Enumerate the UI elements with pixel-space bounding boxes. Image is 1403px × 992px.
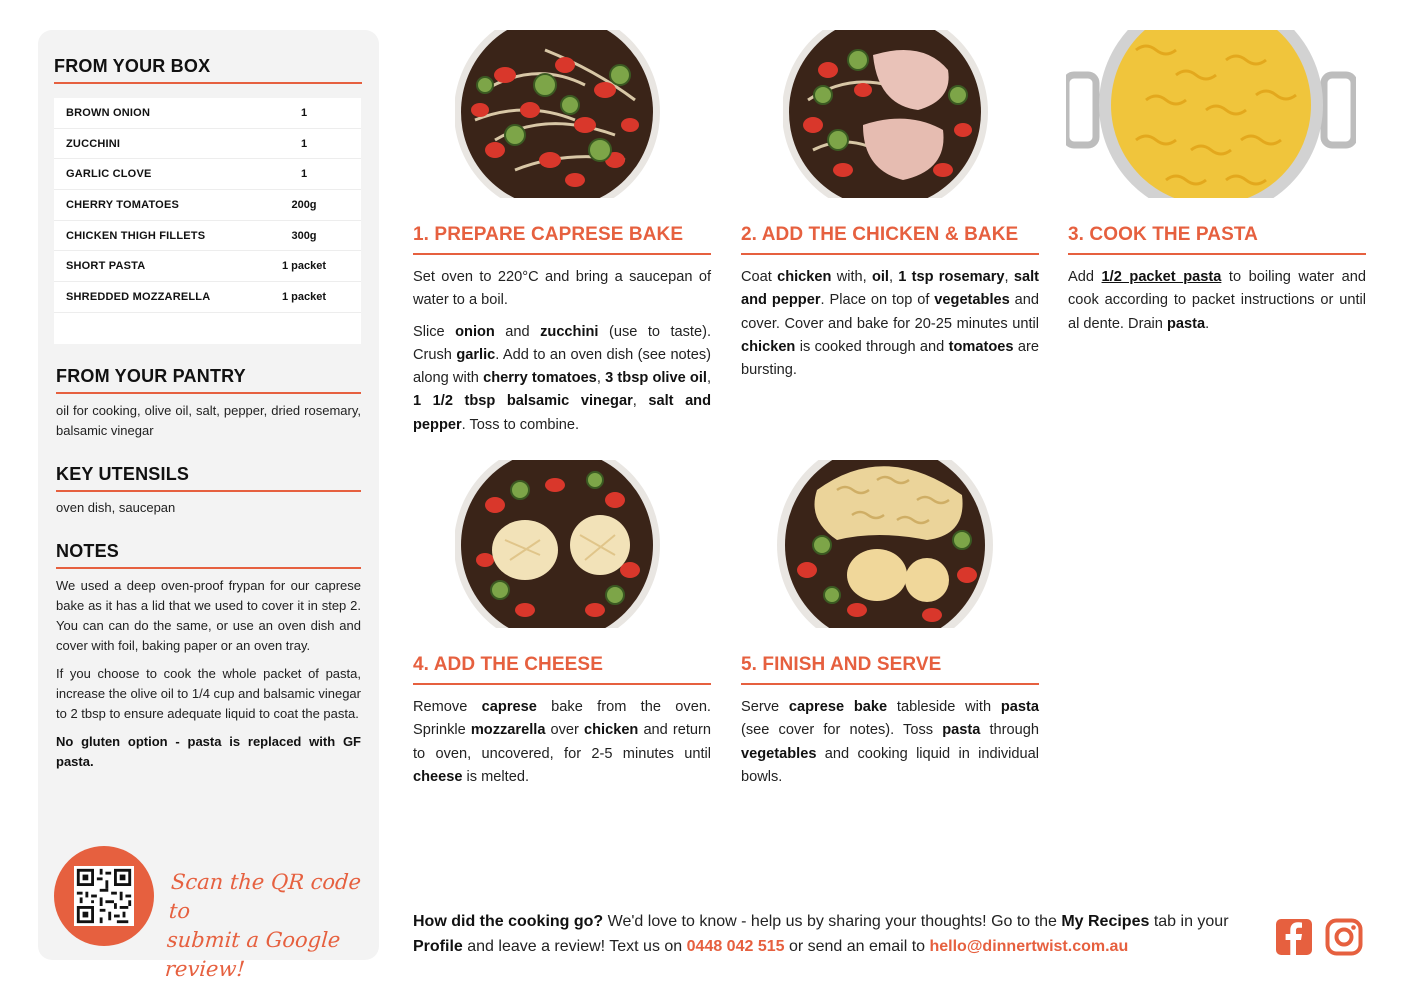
step-text-run: and cooking liquid in individual bowls. (741, 745, 1039, 785)
highlighted-ingredient: caprese bake (788, 699, 888, 715)
notes-title: NOTES (56, 541, 120, 561)
step-text-run: through (980, 722, 1039, 739)
step-paragraph (741, 266, 1039, 382)
footer-text: and leave a review! Text us on (462, 938, 687, 955)
step-text-run: is cooked through and (795, 338, 949, 355)
step-5-photo (777, 460, 994, 628)
step-2-photo (783, 30, 988, 198)
step-4-title: 4. ADD THE CHEESE (413, 654, 603, 675)
highlighted-ingredient: chicken (584, 722, 639, 739)
step-text-run: Coat (741, 269, 778, 285)
highlighted-ingredient: vegetables (741, 745, 817, 762)
ingredient-row (54, 98, 361, 129)
notes-paragraph: We used a deep oven-proof frypan for our caprese bake as it has a lid that we used to cover it in step 2. You can can do the same, or use an oven dish and cover with foil, baking paper or an oven tray. (56, 578, 361, 653)
step-text-run: Serve (741, 699, 789, 715)
step-text-run: , (706, 370, 711, 387)
step-5-title: 5. FINISH AND SERVE (741, 654, 942, 675)
step-divider (413, 683, 711, 685)
instagram-icon[interactable] (1325, 918, 1363, 956)
step-text-run: and cover. Cover and bake for 20-25 minutes until (741, 292, 1040, 332)
ingredient-name: CHERRY TOMATOES (66, 198, 180, 211)
highlighted-ingredient: pasta (942, 722, 981, 739)
highlighted-ingredient: cherry tomatoes (483, 370, 597, 387)
step-text-run: and return to oven, uncovered, for 2-5 minutes until (413, 722, 711, 762)
qr-prompt-line: Scan the QR code to (168, 870, 362, 923)
ingredient-qty: 300g (291, 229, 317, 242)
highlighted-ingredient: mozzarella (470, 722, 546, 739)
highlighted-ingredient: chicken (777, 269, 832, 285)
highlighted-ingredient: zucchini (540, 323, 599, 340)
title-divider (56, 490, 361, 492)
highlighted-ingredient: pasta (1166, 315, 1206, 332)
utensils-title: KEY UTENSILS (56, 464, 190, 484)
ingredient-qty: 1 packet (281, 290, 327, 303)
footer-question: How did the cooking go? (413, 913, 604, 930)
step-divider (1068, 253, 1366, 255)
my-recipes-label: My Recipes (1061, 913, 1150, 930)
step-text-run: Slice (413, 323, 456, 340)
highlighted-ingredient: vegetables (934, 292, 1010, 309)
notes-paragraph: If you choose to cook the whole packet of pasta, increase the olive oil to 1/4 cup and balsamic vinegar to 2 tbsp to ensure adequate liquid to coat the pasta. (56, 666, 361, 721)
qr-prompt-line: submit a Google review! (164, 928, 342, 981)
review-footer (413, 909, 1263, 959)
notes-text (56, 576, 361, 780)
title-divider (56, 567, 361, 569)
ingredient-row (54, 282, 361, 313)
step-text-run: (use to taste). Crush (413, 323, 712, 363)
step-text-run: are bursting. (741, 338, 1039, 379)
step-2-text (741, 266, 1039, 390)
pantry-title: FROM YOUR PANTRY (56, 366, 246, 386)
ingredient-qty: 200g (291, 198, 317, 211)
highlighted-ingredient: salt and pepper (413, 393, 712, 433)
step-text-run: Add (1068, 269, 1102, 285)
step-text-run: over (545, 722, 584, 739)
step-5-text (741, 696, 1039, 797)
highlighted-ingredient: cheese (413, 768, 463, 785)
highlighted-ingredient: 1 tsp rosemary (898, 269, 1005, 285)
highlighted-ingredient: tomatoes (948, 338, 1014, 355)
step-paragraph (1068, 266, 1366, 336)
step-3-photo (1066, 30, 1356, 198)
ingredient-name: SHORT PASTA (66, 260, 146, 273)
title-divider (56, 392, 361, 394)
ingredient-qty: 1 (300, 137, 308, 150)
step-text-run: with, (831, 269, 872, 285)
step-paragraph (741, 696, 1039, 789)
step-paragraph (413, 696, 711, 789)
ingredient-row (54, 251, 361, 282)
step-paragraph (413, 321, 711, 437)
step-divider (741, 253, 1039, 255)
step-text-run: is melted. (462, 768, 530, 785)
ingredient-name: CHICKEN THIGH FILLETS (66, 229, 206, 242)
ingredient-row (54, 159, 361, 190)
phone-link[interactable]: 0448 042 515 (686, 938, 785, 955)
highlighted-ingredient: garlic (456, 346, 496, 363)
title-divider (54, 82, 362, 84)
step-divider (741, 683, 1039, 685)
step-text-run: , (632, 393, 649, 410)
step-text-run: . (1205, 315, 1210, 332)
highlighted-ingredient: salt and pepper (741, 269, 1039, 309)
footer-text: We'd love to know - help us by sharing your thoughts! Go to the (603, 913, 1062, 930)
qr-review-prompt (164, 868, 372, 984)
step-text-run: , (596, 370, 606, 387)
step-text-run: tableside with (887, 699, 1001, 715)
highlighted-ingredient: 3 tbsp olive oil (605, 370, 707, 387)
ingredients-table (54, 98, 361, 344)
ingredient-name: SHREDDED MOZZARELLA (66, 290, 211, 303)
from-your-box-title: FROM YOUR BOX (54, 56, 211, 76)
ingredient-row (54, 129, 361, 160)
step-text-run: bake from the oven. Sprinkle (413, 699, 711, 739)
utensils-text: oven dish, saucepan (56, 500, 176, 515)
step-text-run: , (1004, 269, 1014, 285)
step-text-run: . Add to an oven dish (see notes) along with (413, 346, 711, 387)
step-4-text (413, 696, 711, 797)
highlighted-ingredient: chicken (741, 338, 796, 355)
sidebar (38, 30, 379, 981)
step-3-text (1068, 266, 1366, 344)
step-text-run: and (494, 323, 541, 340)
step-1-photo (455, 30, 660, 198)
highlighted-ingredient: caprese (481, 699, 537, 715)
step-2-title: 2. ADD THE CHICKEN & BAKE (741, 224, 1019, 245)
step-text-run: Remove (413, 699, 482, 715)
pantry-text: oil for cooking, olive oil, salt, pepper, dried rosemary, balsamic vinegar (56, 403, 361, 438)
step-text-run: to boiling water and cook according to packet instructions or until al dente. Drain (1068, 269, 1367, 332)
step-1-text (413, 266, 711, 445)
highlighted-ingredient: oil (871, 269, 889, 285)
qr-code-icon (74, 866, 134, 926)
ingredient-qty: 1 packet (281, 260, 327, 273)
profile-label: Profile (413, 938, 463, 955)
ingredient-name: GARLIC CLOVE (66, 168, 152, 181)
email-link[interactable]: hello@dinnertwist.com.au (929, 938, 1129, 955)
footer-text: or send an email to (784, 938, 930, 955)
step-text-run: Set oven to 220°C and bring a saucepan of water to a boil. (413, 269, 711, 309)
step-text-run: . Toss to combine. (461, 416, 580, 433)
highlighted-ingredient: 1 1/2 tbsp balsamic vinegar (413, 393, 633, 410)
ingredient-name: ZUCCHINI (66, 137, 121, 150)
ingredient-name: BROWN ONION (66, 106, 151, 119)
notes-gluten-free: No gluten option - pasta is replaced with GF pasta. (56, 734, 361, 769)
qr-code[interactable] (54, 846, 154, 946)
step-paragraph (413, 266, 711, 313)
highlighted-ingredient: 1/2 packet pasta (1101, 269, 1222, 285)
ingredient-qty: 1 (300, 106, 308, 119)
ingredient-qty: 1 (300, 168, 308, 181)
step-text-run: , (888, 269, 899, 285)
step-text-run: (see cover for notes). Toss (741, 722, 943, 739)
highlighted-ingredient: onion (455, 323, 495, 340)
step-1-title: 1. PREPARE CAPRESE BAKE (413, 224, 684, 245)
ingredient-row (54, 221, 361, 252)
facebook-icon[interactable] (1275, 918, 1313, 956)
step-4-photo (455, 460, 660, 628)
step-text-run: . Place on top of (820, 292, 935, 309)
highlighted-ingredient: pasta (1000, 699, 1039, 715)
ingredient-row (54, 190, 361, 221)
footer-text: tab in your (1149, 913, 1229, 930)
step-divider (413, 253, 711, 255)
step-3-title: 3. COOK THE PASTA (1068, 224, 1258, 245)
